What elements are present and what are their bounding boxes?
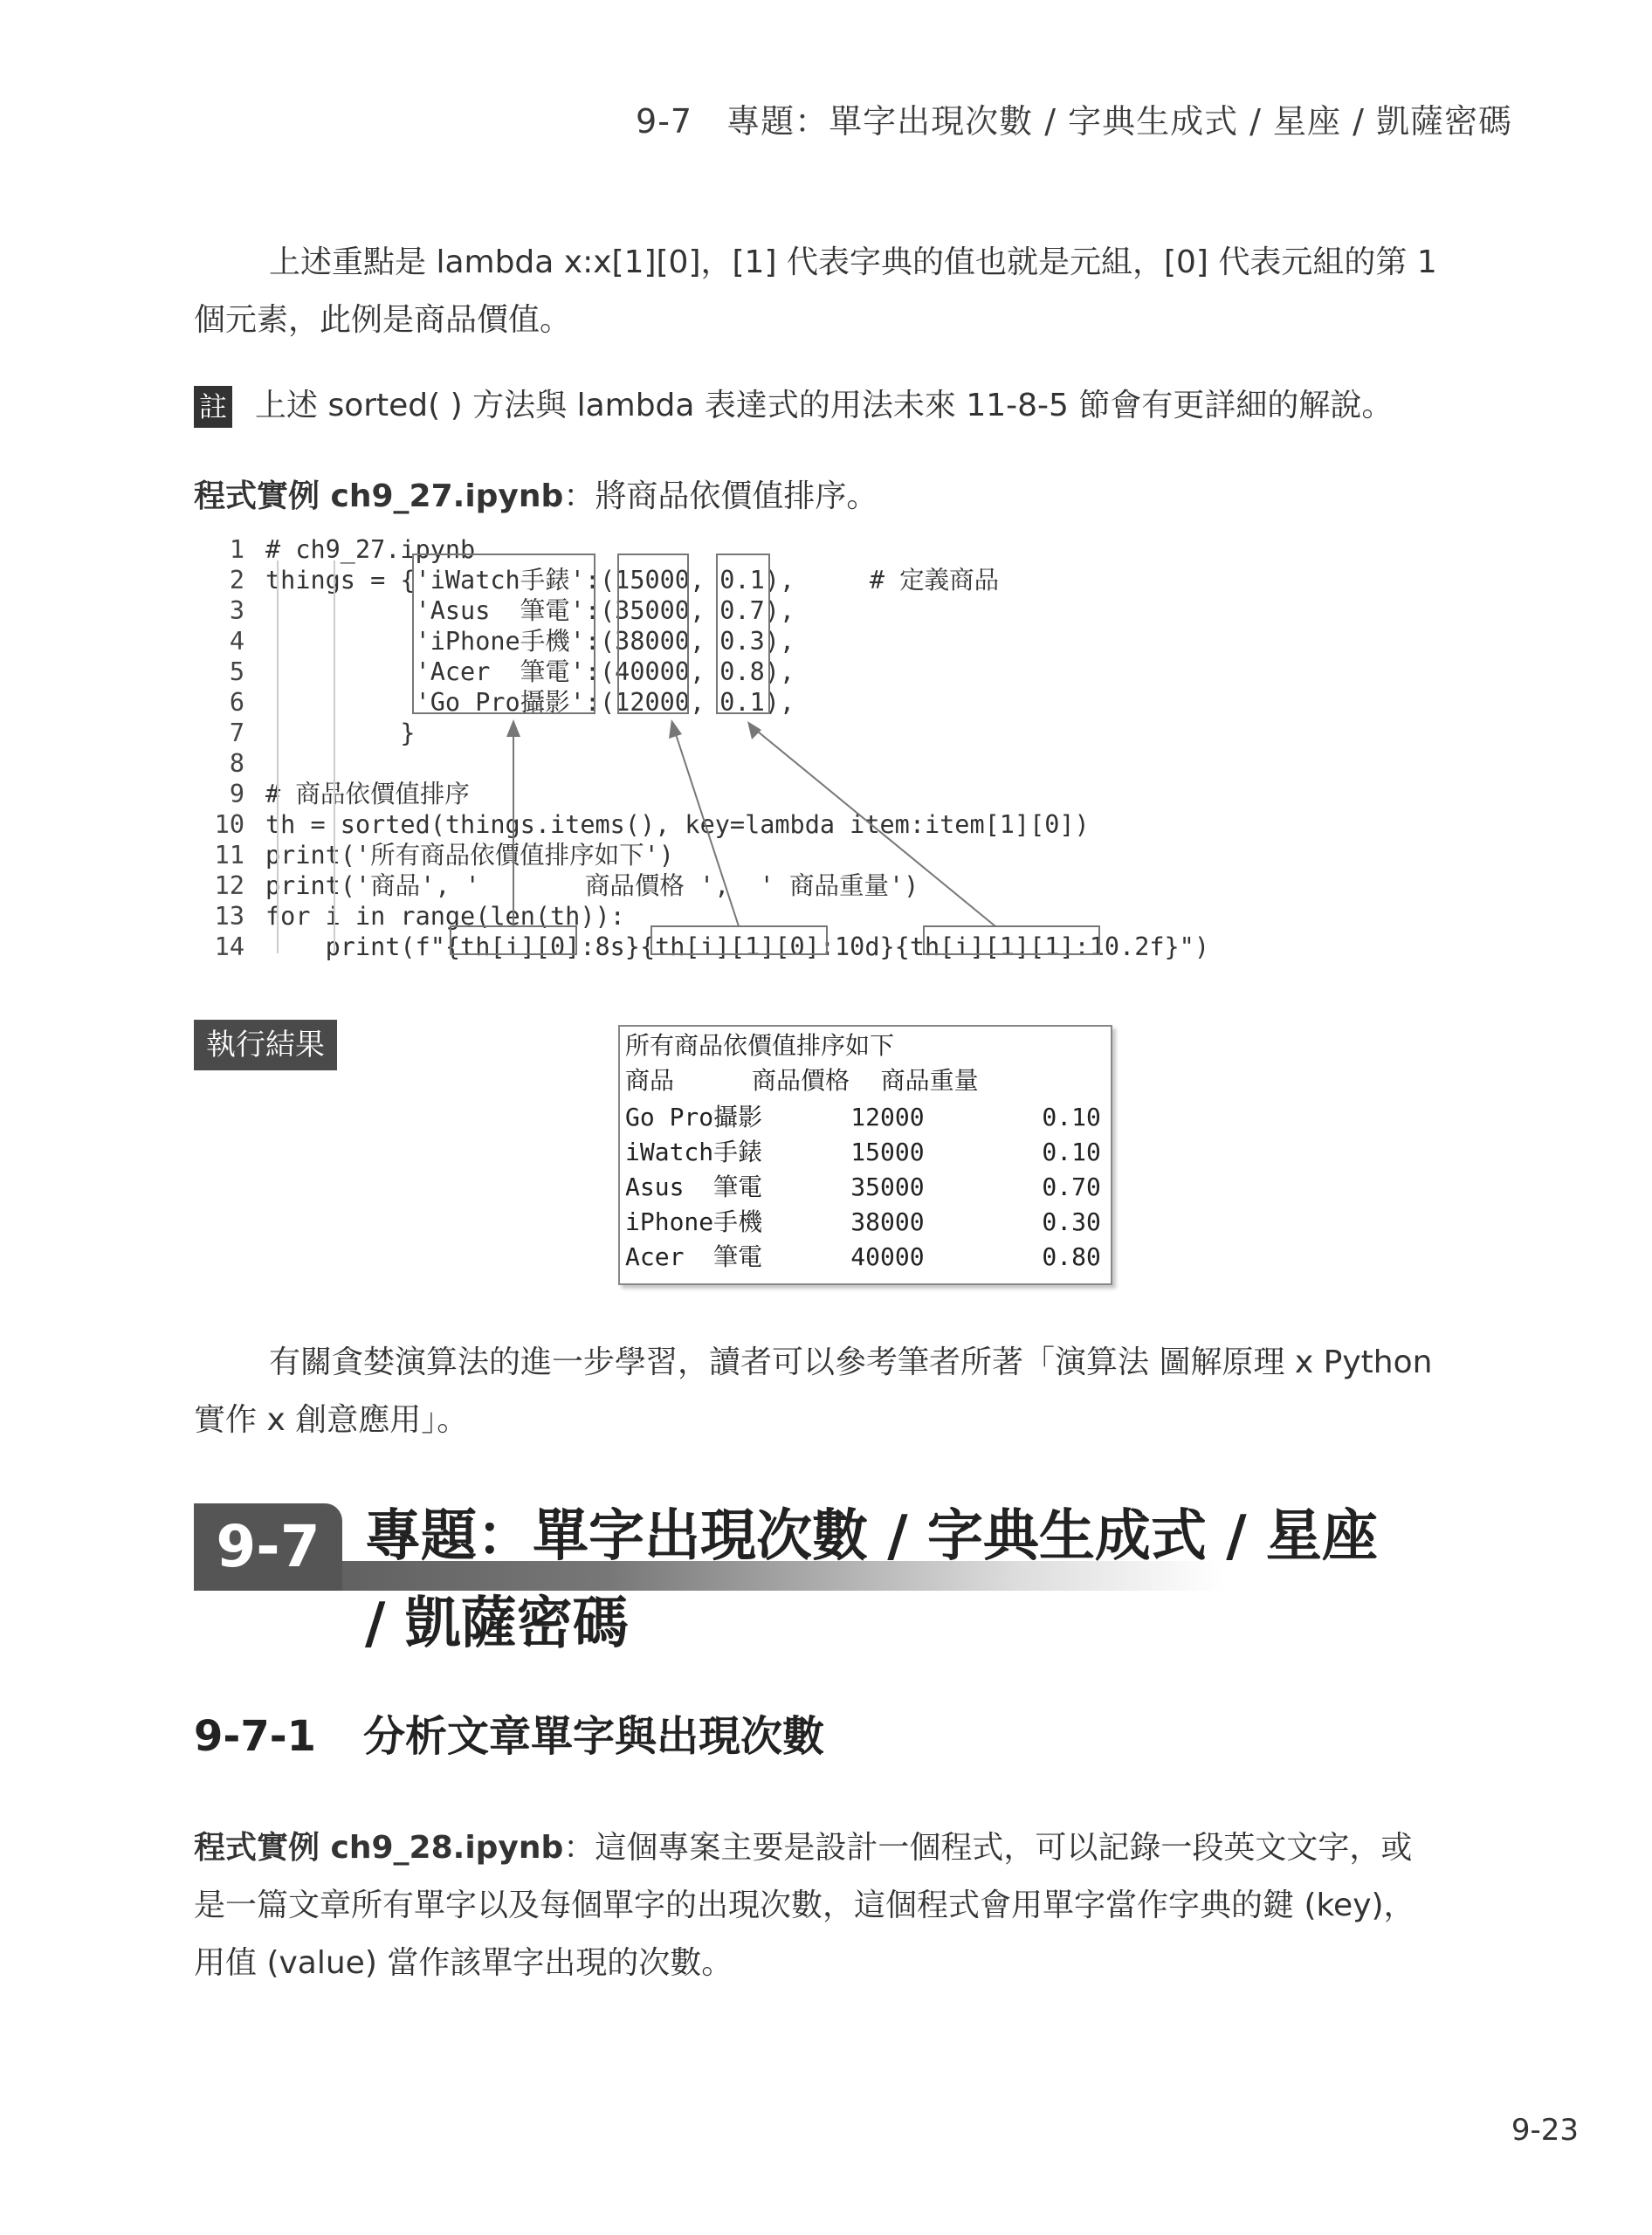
line-number: 10 [214,810,244,839]
box-key-column [413,554,595,713]
line-number: 1 [229,535,244,564]
line-number: 5 [229,657,244,686]
box-th-i-1-1 [924,926,1099,954]
example-caption-ch9-27 [194,468,1504,526]
section-title [365,1493,1378,1668]
example-desc: ：將商品依價值排序。 [563,478,878,514]
paragraph-line: 個元素，此例是商品價值。 [194,302,572,338]
code-text: for i in range(len(th)): [265,902,625,931]
line-number: 12 [214,871,244,900]
section-number-tab: 9-7 [194,1503,342,1591]
line-number: 3 [229,596,244,625]
result-tag: 執行結果 [194,1020,337,1070]
result-row: iWatch手錶 15000 0.10 [625,1138,1101,1166]
code-text: print(f"{th[i][0]:8s}{th[i][1][0]:10d}{th[i][1][1]:10.2f}") [265,932,1209,961]
subsection-heading [194,1702,824,1763]
code-text: 'Acer 筆電':(40000, 0.8), [265,657,795,686]
code-text: # ch9_27.ipynb [265,535,476,564]
result-row: Asus 筆電 35000 0.70 [625,1173,1101,1201]
paragraph-line: 上述重點是 lambda x:x[1][0]，[1] 代表字典的值也就是元組，[0] 代表元組的第 1 [269,244,1437,280]
section-title-line: 專題：單字出現次數 / 字典生成式 / 星座 [365,1504,1378,1569]
running-header: 9-7 專題：單字出現次數 / 字典生成式 / 星座 / 凱薩密碼 [636,102,1512,141]
paragraph-line: 是一篇文章所有單字以及每個單字的出現次數，這個程式會用單字當作字典的鍵 (key)， [194,1888,1415,1923]
section-title-line: / 凱薩密碼 [365,1592,629,1656]
example-label: 程式實例 ch9_28.ipynb [194,1830,564,1866]
arrow-head-key [506,719,520,737]
line-number: 2 [229,566,244,595]
paragraph-line: 用值 (value) 當作該單字出現的次數。 [194,1945,733,1981]
code-text: 'Go Pro攝影':(12000, 0.1), [265,688,795,717]
arrow-price [675,732,739,926]
box-price-column [618,554,688,713]
code-text: 'iPhone手機':(38000, 0.3), [265,627,795,656]
code-text: things = {'iWatch手錶':(15000, 0.1), # 定義商品 [265,566,1000,595]
subsection-number: 9-7-1 [194,1712,317,1761]
line-number: 6 [229,688,244,717]
page-number: 9-23 [1511,2113,1579,2148]
box-th-i-1-0 [651,926,827,954]
arrow-head-price [669,719,682,739]
paragraph-lambda-explanation [194,234,1504,349]
line-number: 13 [214,902,244,931]
line-number: 11 [214,841,244,870]
arrow-head-weight [747,721,761,739]
line-number: 7 [229,719,244,747]
code-text: th = sorted(things.items(), key=lambda item:item[1][0]) [265,810,1090,839]
execution-result-box [618,1025,1112,1285]
example-caption-ch9-28 [194,1819,1504,1992]
line-number: 8 [229,749,244,778]
code-text: print('所有商品依價值排序如下') [265,841,674,870]
box-th-i-0 [451,926,576,954]
box-weight-column [717,554,769,713]
arrow-weight [758,732,995,926]
result-row: iPhone手機 38000 0.30 [625,1207,1101,1236]
result-title: 所有商品依價值排序如下 [625,1031,895,1060]
result-header: 商品 商品價格 商品重量 [625,1066,979,1095]
code-text: # 商品依價值排序 [265,780,470,808]
result-row: Go Pro攝影 12000 0.10 [625,1103,1101,1131]
paragraph-greedy-reference [194,1334,1504,1449]
subsection-title: 分析文章單字與出現次數 [363,1712,825,1761]
code-text: print('商品', ' 商品價格 ', ' 商品重量') [265,871,919,900]
code-listing [199,534,1247,962]
note-text: 上述 sorted( ) 方法與 lambda 表達式的用法未來 11-8-5 節會有更詳細的解說。 [255,388,1394,423]
note [194,377,1504,435]
paragraph-line: 有關貪婪演算法的進一步學習，讀者可以參考筆者所著「演算法 圖解原理 x Python [269,1344,1433,1380]
line-number: 9 [229,780,244,808]
example-label: 程式實例 ch9_27.ipynb [194,478,564,514]
line-number: 4 [229,627,244,656]
line-number: 14 [214,932,244,961]
code-annotation-overlay [199,534,1247,988]
code-text: 'Asus 筆電':(35000, 0.7), [265,596,795,625]
result-row: Acer 筆電 40000 0.80 [625,1242,1101,1271]
code-text: } [265,719,416,747]
paragraph-line: 實作 x 創意應用」。 [194,1402,469,1438]
paragraph-line: ：這個專案主要是設計一個程式，可以記錄一段英文文字，或 [563,1830,1413,1866]
note-tag: 註 [194,386,232,428]
